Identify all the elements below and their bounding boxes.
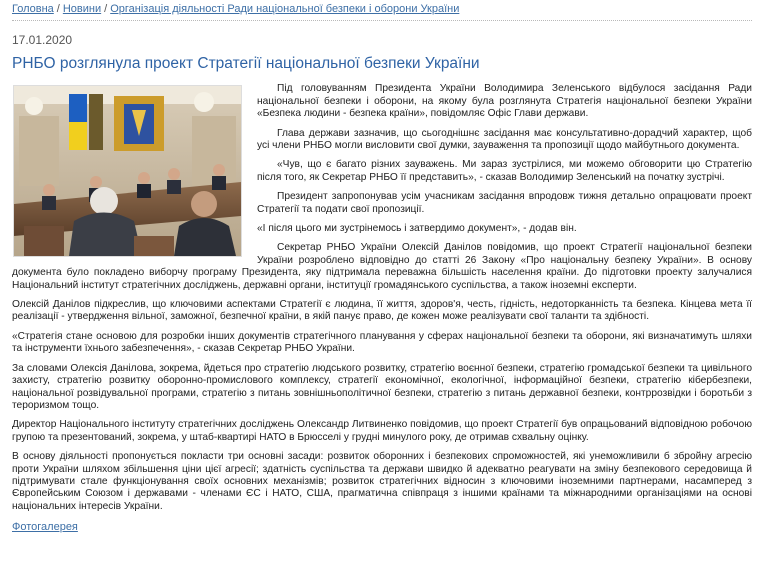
photo-gallery-link[interactable]: Фотогалерея — [12, 521, 78, 534]
page — [12, 0, 752, 533]
breadcrumb-news-link[interactable]: Новини — [62, 3, 102, 15]
article-paragraph: «Стратегія стане основою для розробки інших документів стратегічного планування у сферах національної безпеки та оборони, які визначатимуть шляхи та інструменти їхнього забезпечення», - сказав Секретар РНБО України. — [12, 330, 752, 355]
breadcrumb — [12, 2, 752, 21]
article-paragraph: «І після цього ми зустрінемось і затвердимо документ», - додав він. — [257, 223, 577, 235]
article-paragraph: Під головуванням Президента України Володимира Зеленського відбулося засідання Ради національної безпеки і оборони, на якому була розглянута Стратегія національної безпеки України «Безпека людини - безпека країни», повідомляє Офіс Глави держави. — [257, 83, 752, 120]
meeting-photo-image — [14, 86, 241, 256]
article-paragraph: За словами Олексія Данілова, зокрема, йдеться про стратегію людського розвитку, стратегію воєнної безпеки, стратегію громадської безпеки та цивільного захисту, стратегію розвитку оборонно-промислового комплексу, стратегії економічної, екологічної, інформаційної безпеки, стратегію кібербезпеки, національної розвідувальної програми, стратегію з питань зовнішньополітичної безпеки, стратегію з питань державної безпеки, контррозвідки і боротьби з тероризмом тощо. — [12, 362, 752, 411]
breadcrumb-separator: / — [56, 3, 60, 15]
breadcrumb-home-link[interactable]: Головна — [12, 3, 54, 15]
article-paragraph: Олексій Данілов підкреслив, що ключовими аспектами Стратегії є людина, її життя, здоров'я, честь, гідність, недоторканність та безпека. Кінцева мета її реалізації - утвердження вільної, заможної, безпечної країни, в якій панує право, де кожен може реалізувати свої таланти та здібності. — [12, 299, 752, 323]
article-date: 17.01.2020 — [12, 33, 73, 47]
article-paragraph: Директор Національного інституту стратегічних досліджень Олександр Литвиненко повідомив, що проект Стратегії був опрацьований відповідною робочою групою та презентований, зокрема, у штаб-квартирі НАТО в Брюсселі у грудні минулого року, де отримав схвальну оцінку. — [12, 419, 752, 443]
article-paragraph: Президент запропонував усім учасникам засідання впродовж тижня детально опрацювати проект Стратегії та подати свої пропозиції. — [257, 191, 752, 215]
article-paragraph: Секретар РНБО України Олексій Данілов повідомив, що проект Стратегії національної безпеки України розроблено відповідно до статті 26 Закону «Про національну безпеку України». В основу документа було покладено виборчу програму Президента, яку підтримала переважна більшість населення країни. До підготовки проекту залучалися Національний інститут стратегічних досліджень, державні органи, інституції громадянського суспільства, а також іноземні експерти. — [12, 242, 752, 291]
article-photo[interactable] — [13, 85, 242, 257]
breadcrumb-section-link[interactable]: Організація діяльності Ради національної безпеки і оборони України — [110, 3, 460, 15]
article-title: РНБО розглянула проект Стратегії національної безпеки України — [12, 55, 480, 72]
article-paragraph: «Чув, що є багато різних зауважень. Ми зараз зустрілися, ми можемо обговорити цю Стратегію після того, як Секретар РНБО її представить», - сказав Володимир Зеленський на початку зустрічі. — [257, 159, 752, 183]
article-paragraph: В основу діяльності пропонується покласти три основні засади: розвиток оборонних і безпекових спроможностей, які унеможливили б збройну агресію проти України шляхом збільшення ціни цієї агресії; здатність суспільства та держави швидко й адекватно реагувати на зміну безпекового середовища й підтримувати стале функціонування своїх основних механізмів; розвиток стратегічних відносин з ключовими іноземними партнерами, насамперед з Європейським Союзом і державами - членами ЄС і НАТО, США, прагматична співпраця з іншими країнами та міжнародними організаціями на основі національних інтересів України. — [12, 451, 752, 512]
article-paragraph: Глава держави зазначив, що сьогоднішнє засідання має консультативно-дорадчий характер, щоб усі члени РНБО могли висловити свої думки, зауваження та пропозиції щодо майбутнього документа. — [257, 127, 752, 151]
photo-gallery-section — [12, 521, 752, 533]
breadcrumb-separator: / — [104, 3, 108, 15]
article-body — [12, 83, 752, 513]
